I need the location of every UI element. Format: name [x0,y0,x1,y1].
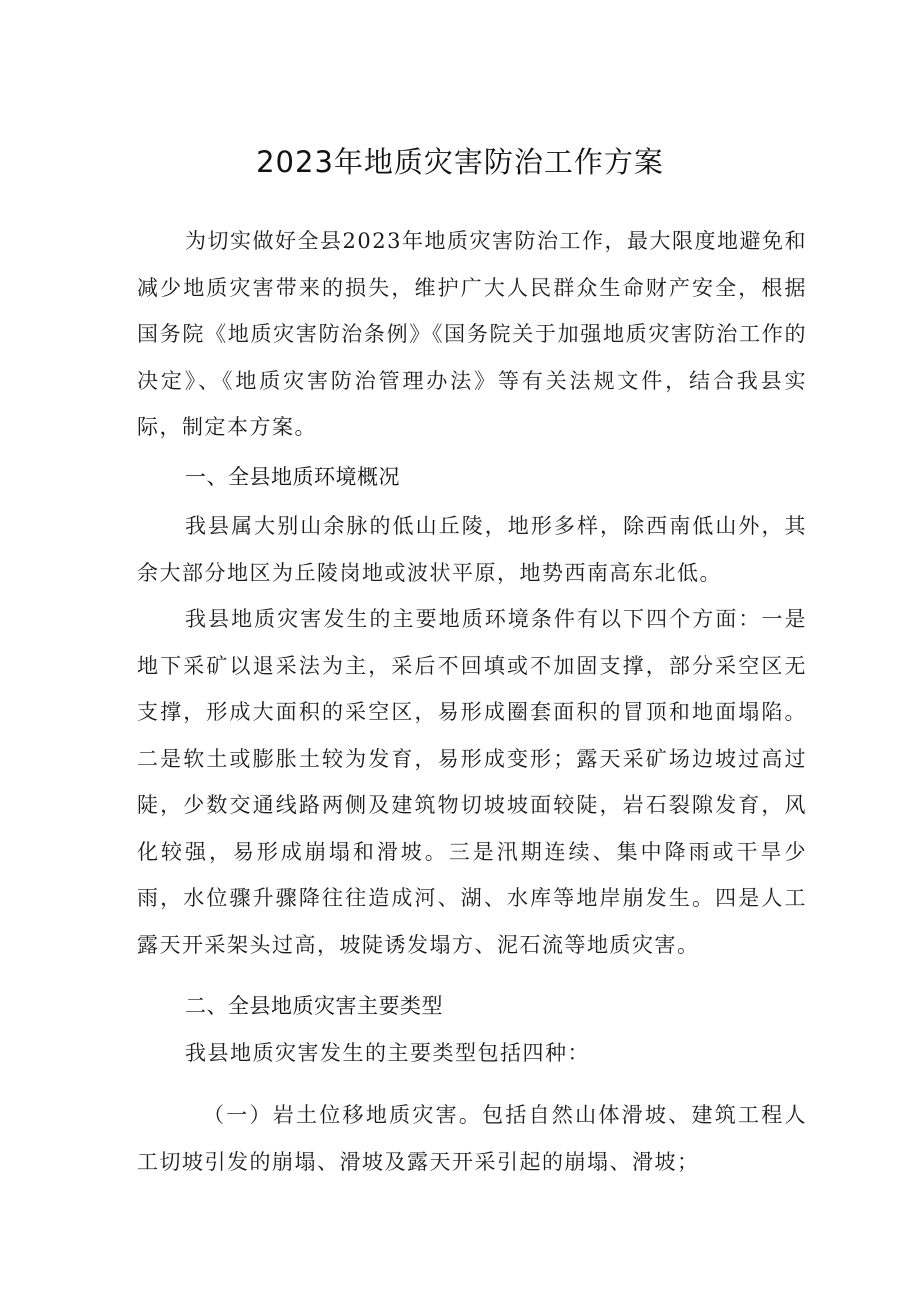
section-1-paragraph-1: 我县属大别山余脉的低山丘陵，地形多样，除西南低山外，其余大部分地区为丘陵岗地或波状平原，地势西南高东北低。 [137,514,807,585]
section-1-heading: 一、全县地质环境概况 [185,465,400,489]
section-1-paragraph-2: 我县地质灾害发生的主要地质环境条件有以下四个方面：一是地下采矿以退采法为主，采后不回填或不加固支撑，部分采空区无支撑，形成大面积的采空区，易形成圈套面积的冒顶和地面塌陷。二是软土或膨胀土较为发育，易形成变形；露天采矿场边坡过高过陡，少数交通线路两侧及建筑物切坡坡面较陡，岩石裂隙发育，风化较强，易形成崩塌和滑坡。三是汛期连续、集中降雨或干旱少雨，水位骤升骤降往往造成河、湖、水库等地岸崩发生。四是人工露天开采架头过高，坡陡诱发塌方、泥石流等地质灾害。 [137,607,807,957]
section-2-paragraph-1: 我县地质灾害发生的主要类型包括四种： [185,1041,590,1065]
intro-paragraph: 为切实做好全县2023年地质灾害防治工作，最大限度地避免和减少地质灾害带来的损失，维护广大人民群众生命财产安全，根据国务院《地质灾害防治条例》《国务院关于加强地质灾害防治工作的决定》、《地质灾害防治管理办法》等有关法规文件，结合我县实际，制定本方案。 [137,229,807,439]
document-title: 2023年地质灾害防治工作方案 [256,145,664,179]
section-2-item-1: （一）岩土位移地质灾害。包括自然山体滑坡、建筑工程人工切坡引发的崩塌、滑坡及露天开采引起的崩塌、滑坡； [137,1103,807,1174]
section-2-heading: 二、全县地质灾害主要类型 [185,994,443,1018]
